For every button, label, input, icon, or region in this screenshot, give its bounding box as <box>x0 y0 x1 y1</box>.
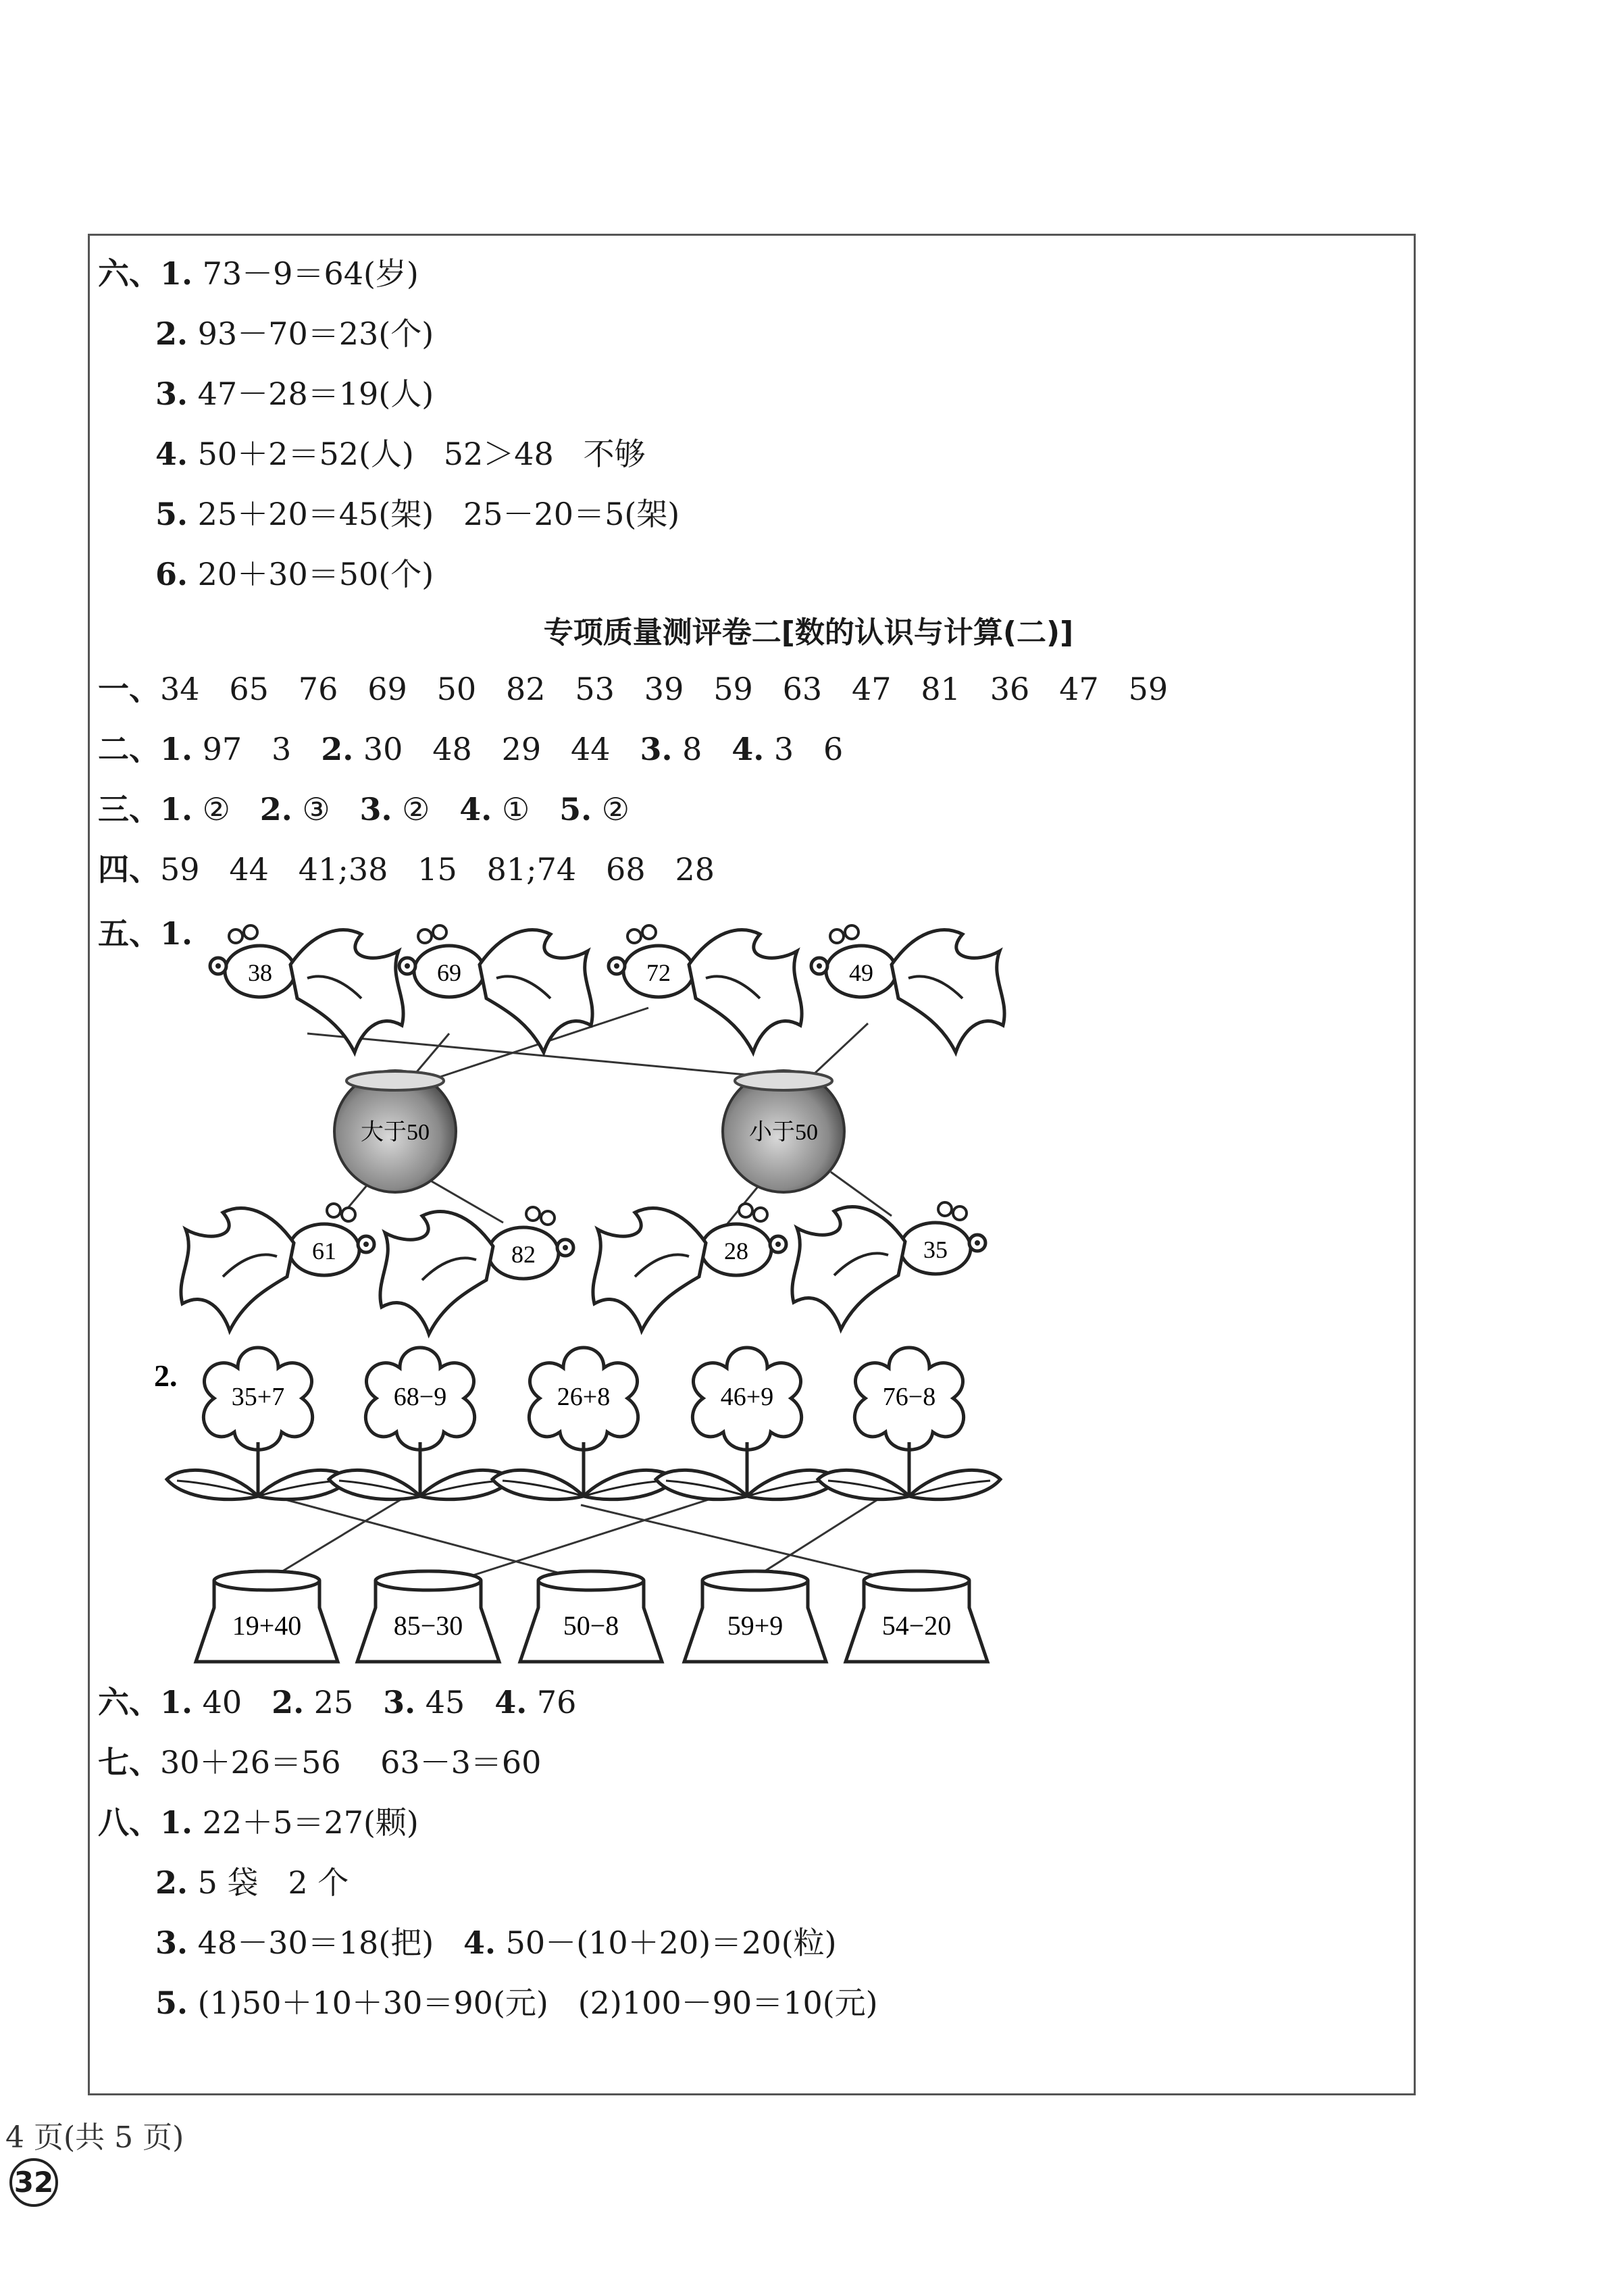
stump-4 <box>684 1571 826 1662</box>
bowl-less-50 <box>723 1071 844 1192</box>
q8-answer-5: 5. (1)50＋10＋30＝90(元) (2)100－90＝10(元) <box>155 1985 878 2021</box>
svg-text:小于50: 小于50 <box>749 1120 818 1145</box>
svg-text:26+8: 26+8 <box>557 1383 611 1411</box>
svg-text:85−30: 85−30 <box>393 1610 463 1641</box>
page-footer: 4 页(共 5 页) <box>5 2120 184 2155</box>
link-flower1-stump3 <box>260 1493 588 1581</box>
svg-text:54−20: 54−20 <box>881 1610 952 1641</box>
top-answer-6: 6. 20＋30＝50(个) <box>155 556 434 592</box>
svg-text:50−8: 50−8 <box>563 1610 619 1641</box>
section-title: 专项质量测评卷二[数的认识与计算(二)] <box>543 615 1074 650</box>
flower-4 <box>656 1348 838 1500</box>
fish-69 <box>399 925 592 1052</box>
flower-5 <box>818 1348 1000 1500</box>
q8-answer-2: 2. 5 袋 2 个 <box>155 1864 349 1901</box>
stump-1 <box>196 1571 338 1662</box>
flower-3 <box>492 1348 675 1500</box>
fish-38 <box>210 925 403 1052</box>
top-answer-1: 六、1. 73－9＝64(岁) <box>98 255 419 292</box>
svg-text:68−9: 68−9 <box>393 1383 447 1411</box>
fish-72 <box>609 925 802 1052</box>
bowl-greater-50 <box>334 1071 456 1192</box>
link-flower5-stump4 <box>750 1493 888 1581</box>
fish-28 <box>593 1204 786 1331</box>
stump-2 <box>357 1571 499 1662</box>
svg-text:49: 49 <box>849 959 873 986</box>
link-flower2-stump1 <box>267 1493 412 1581</box>
link-69-big <box>412 1034 449 1077</box>
q5-label: 五、1. <box>98 915 193 952</box>
svg-text:69: 69 <box>437 959 461 986</box>
fish-35 <box>792 1202 985 1329</box>
fish-82 <box>380 1207 573 1334</box>
fish-49 <box>811 925 1004 1052</box>
svg-text:76−8: 76−8 <box>882 1383 936 1411</box>
fish-61 <box>181 1204 374 1331</box>
stump-3 <box>520 1571 662 1662</box>
top-answer-3: 3. 47－28＝19(人) <box>155 376 434 412</box>
flower-2 <box>329 1348 511 1500</box>
page-number-badge: 32 <box>9 2158 58 2207</box>
q8-answer-1: 八、1. 22＋5＝27(颗) <box>98 1804 419 1841</box>
top-answer-5: 5. 25＋20＝45(架) 25－20＝5(架) <box>155 496 680 532</box>
link-49-small <box>814 1023 868 1074</box>
svg-text:82: 82 <box>511 1241 536 1268</box>
svg-text:38: 38 <box>248 959 272 986</box>
svg-text:35+7: 35+7 <box>231 1383 285 1411</box>
q8-answer-3-4: 3. 48－30＝18(把) 4. 50－(10＋20)＝20(粒) <box>155 1924 837 1961</box>
svg-text:59+9: 59+9 <box>727 1610 784 1641</box>
q3-answers: 三、1. ② 2. ③ 3. ② 4. ① 5. ② <box>98 791 630 827</box>
svg-text:61: 61 <box>312 1238 336 1265</box>
q6-answers: 六、1. 40 2. 25 3. 45 4. 76 <box>98 1684 577 1720</box>
svg-text:35: 35 <box>923 1236 948 1263</box>
svg-text:28: 28 <box>724 1238 748 1265</box>
stump-5 <box>846 1571 987 1662</box>
q4-answers: 四、59 44 41;38 15 81;74 68 28 <box>98 851 715 888</box>
q5-part2-label: 2. <box>154 1358 178 1393</box>
svg-text:19+40: 19+40 <box>232 1610 302 1641</box>
q7-answers: 七、30＋26＝56 63－3＝60 <box>98 1744 542 1781</box>
flower-1 <box>167 1348 349 1500</box>
top-answer-4: 4. 50＋2＝52(人) 52＞48 不够 <box>155 436 646 472</box>
q1-answers: 一、34 65 76 69 50 82 53 39 59 63 47 81 36 47 59 <box>98 671 1169 707</box>
svg-text:大于50: 大于50 <box>361 1120 430 1145</box>
link-38-small <box>307 1034 753 1075</box>
svg-text:72: 72 <box>646 959 671 986</box>
top-answer-2: 2. 93－70＝23(个) <box>155 315 434 352</box>
svg-text:46+9: 46+9 <box>720 1383 774 1411</box>
q2-answers: 二、1. 97 3 2. 30 48 29 44 3. 8 4. 3 6 <box>98 731 844 767</box>
